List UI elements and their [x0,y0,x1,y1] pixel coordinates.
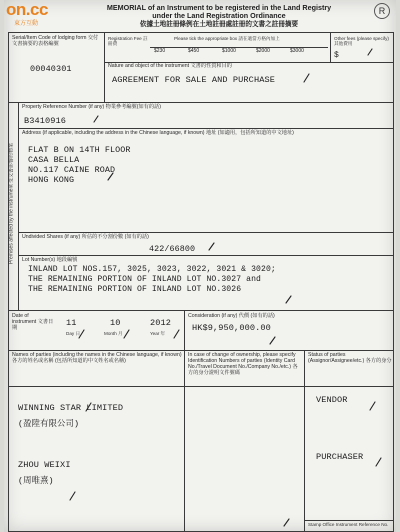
address-line: HONG KONG [28,175,75,185]
fee-option-1000: $1000 [222,48,236,54]
address-line: NO.117 CAINE ROAD [28,165,116,175]
party-1-name: WINNING STAR LIMITED [18,403,124,413]
consideration-label: Consideration (if any) 代價 (如有的話) [188,313,275,319]
fee-options [150,48,330,56]
party-2-name: ZHOU WEIXI [18,460,71,470]
lot-line: INLAND LOT NOS.157, 3025, 3023, 3022, 3021 & 3020; [28,265,276,274]
nature-value: AGREEMENT FOR SALE AND PURCHASE [112,75,275,85]
other-fees-value: $ [334,51,339,60]
address-block [28,145,131,185]
lodging-label: Serial/Item Code of lodging form 交付文書摘要的表格編號 [12,35,99,47]
day-label: Day 日 [66,331,81,336]
party-1-status: VENDOR [316,395,348,405]
fee-option-230: $230 [154,48,166,54]
party-2-status: PURCHASER [316,452,364,462]
ownership-id-label: In case of change of ownership, please specify Identification Numbers of parties (Identity Card No./Travel Document No./Company No./etc.) 各方的身分證明文件號碼 [188,352,298,376]
document-title [104,4,334,29]
lot-number-block [28,265,358,295]
party-2-chinese-name: (周唯熹) [18,476,54,486]
status-of-parties-label: Status of parties (Assignor/Assignee/etc.) 各方的身分 [308,352,392,364]
date-label: Date of instrument 文書日期 [12,313,54,331]
date-day: 11 [66,318,77,328]
logo-subtitle: 東方互動 [14,21,39,27]
fee-option-2000: $2000 [256,48,270,54]
logo-text: on.cc [6,0,48,19]
year-label: Year 年 [150,331,166,336]
address-line: FLAT B ON 14TH FLOOR [28,145,131,155]
fee-option-450: $450 [188,48,200,54]
lot-line: THE REMAINING PORTION OF INLAND LOT NO.3026 [28,285,242,294]
undivided-shares-value: 422/66800 [149,244,196,254]
consideration-value: HK$9,950,000.00 [192,323,271,333]
lot-number-label: Lot Number(s) 地段編號 [22,257,78,263]
other-fees-label: Other fees (please specify) 其他費用 [334,36,389,46]
fee-checkbox-row [150,43,328,48]
property-reference-value: B3410916 [24,116,67,126]
address-line: CASA BELLA [28,155,80,165]
fee-note: Please tick the appropriate box 請在適當方格內加上 [174,36,280,41]
corner-mark: R [374,3,390,19]
party-1-chinese-name: (盈陞有限公司) [18,419,80,429]
fee-option-3000: $3000 [290,48,304,54]
premises-side-label [8,119,15,289]
title-line-1: MEMORIAL of an Instrument to be registered in the Land Registry [106,3,332,12]
title-line-2: under the Land Registration Ordinance [152,11,286,21]
property-reference-label: Property Reference Number (if any) 物業參考編號(如有的話) [22,104,161,110]
date-year: 2012 [150,318,172,328]
title-chinese: 依據土地註冊條例在土地註冊處註冊的文書之註冊摘要 [139,20,299,28]
premises-side-text: Premises affected by the instrument 受文書影響的物業 [8,142,15,265]
stamp-office-reference-label: Stamp Office Instrument Reference No. [308,522,389,527]
date-month: 10 [110,318,121,328]
memorial-document [4,0,396,532]
lot-line: THE REMAINING PORTION OF INLAND LOT NO.3027 and [28,275,261,284]
lodging-value: 00040301 [30,64,72,74]
address-label: Address (if applicable, including the address in the Chinese language, if known) 地址 (如適用，包括所知道的中文地址) [22,130,294,136]
names-of-parties-label: Names of parties (including the names in the Chinese language, if known) 各方的姓名或名稱 (包括所知道的中文姓名或名稱) [12,352,182,364]
registration-fee-label: Registration Fee 註冊費 [108,36,148,46]
oncc-logo [4,0,64,30]
nature-label: Nature and object of the instrument 文書的性質和目的 [108,63,232,69]
month-label: Month 月 [104,331,123,336]
undivided-shares-label: Undivided Shares (if any) 所佔的不分割份數 (如有的話) [22,234,149,240]
